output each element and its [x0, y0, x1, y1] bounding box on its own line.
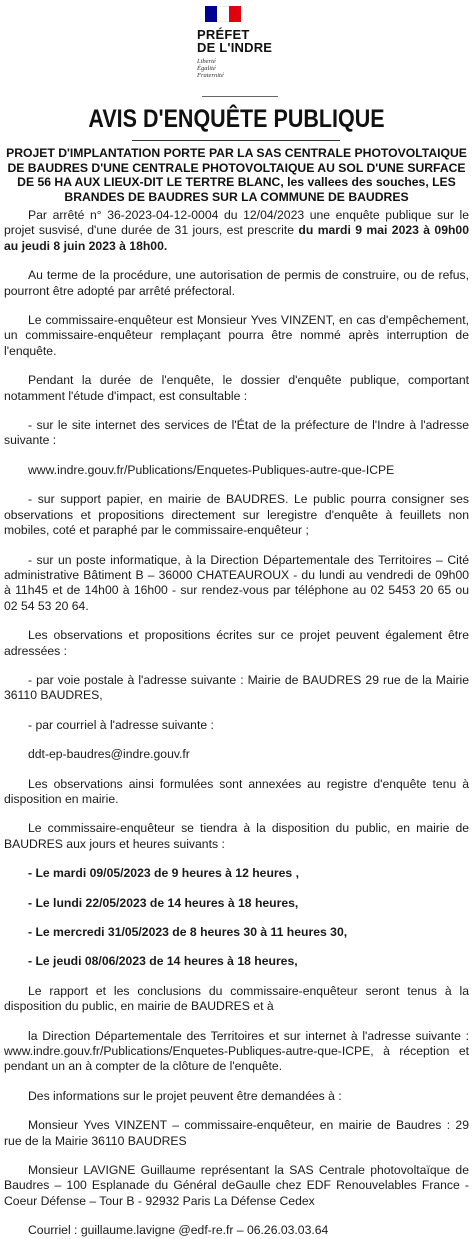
permanence-date-3: - Le mercredi 31/05/2023 de 8 heures 30 à 11 heures 30,: [28, 925, 348, 939]
brand-line-1: PRÉFET: [197, 27, 250, 42]
paragraph-site-internet: - sur le site internet des services de l'État de la préfecture de l'Indre à l'adresse suivante :: [4, 418, 469, 448]
brand-line-2: DE L'INDRE: [197, 40, 273, 55]
paragraph-procedure: Au terme de la procédure, une autorisation de permis de construire, ou de refus, pourront être adopté par arrêté préfectoral.: [4, 268, 469, 298]
paragraph-support-papier: - sur support papier, en mairie de BAUDRES. Le public pourra consigner ses observations et propositions directement sur leregistre d'enquête à feuillets non mobiles, coté et paraphé par le commissaire-enquêteur ;: [4, 492, 469, 538]
permanence-date-1: - Le mardi 09/05/2023 de 9 heures à 12 heures ,: [28, 866, 299, 881]
paragraph-informations: Des informations sur le projet peuvent être demandées à :: [28, 1088, 342, 1103]
paragraph-contact-commissaire: Monsieur Yves VINZENT – commissaire-enquêteur, en mairie de Baudres : 29 rue de la Mairie 36110 BAUDRES: [4, 1118, 469, 1148]
french-flag-icon: [205, 6, 241, 22]
paragraph-observations: Les observations et propositions écrites sur ce projet peuvent également être adressées :: [4, 628, 469, 658]
paragraph-permanences: Le commissaire-enquêteur se tiendra à la disposition du public, en mairie de BAUDRES aux jours et heures suivants :: [4, 821, 469, 851]
paragraph-ddt: la Direction Départementale des Territoires et sur internet à l'adresse suivante : www.indre.gouv.fr/Publications/Enquetes-Publiques-autre-que-ICPE, à réception et pendant un an à compter de la clôture de l'enquête.: [4, 1028, 469, 1074]
prefecture-logo: [197, 6, 283, 79]
permanence-date-2: - Le lundi 22/05/2023 de 14 heures à 18 heures,: [28, 895, 299, 910]
consultation-url-link[interactable]: www.indre.gouv.fr/Publications/Enquetes-Publiques-autre-que-ICPE: [28, 462, 395, 477]
motto-fraternite: Fraternité: [197, 72, 224, 79]
motto-egalite: Égalité: [197, 65, 216, 72]
permanence-date-4: - Le jeudi 08/06/2023 de 14 heures à 18 heures,: [28, 954, 298, 969]
arrete-text: Par arrêté n° 36-2023-04-12-0004 du 12/04/2023 une enquête publique sur le projet susvisé, d'une durée de 31 jours, est prescrite: [4, 208, 469, 238]
paragraph-courriel-contact: Courriel : guillaume.lavigne @edf-re.fr – 06.26.03.03.64: [28, 1223, 329, 1238]
paragraph-rapport: Le rapport et les conclusions du commissaire-enquêteur seront tenus à la disposition du public, en mairie de BAUDRES et à: [4, 983, 469, 1014]
paragraph-poste-informatique: - sur un poste informatique, à la Direction Départementale des Territoires – Cité administrative Bâtiment B – 36000 CHATEAUROUX - du lundi au vendredi de 09h00 à 11h45 et de 14h00 à 16h00 - sur rendez-vous par téléphone au 02 5453 20 65 ou 02 54 53 20 64.: [4, 552, 469, 613]
paragraph-dossier: Pendant la durée de l'enquête, le dossier d'enquête publique, comportant notamment l'étude d'impact, est consultable :: [4, 373, 469, 403]
paragraph-contact-lavigne: Monsieur LAVIGNE Guillaume représentant la SAS Centrale photovoltaïque de Baudres – 100 Esplanade du Général deGaulle chez EDF Renouvelables France - Coeur Défense – Tour B - 92932 Paris La Défense Cedex: [4, 1163, 469, 1208]
paragraph-courriel: - par courriel à l'adresse suivante :: [28, 717, 214, 732]
paragraph-arrete: [4, 208, 469, 254]
project-subject: PROJET D'IMPLANTATION PORTE PAR LA SAS CENTRALE PHOTOVOLTAIQUE DE BAUDRES D'UNE CENTRALE PHOTOVOLTAIQUE AU SOL D'UNE SURFACE DE 56 HA AUX LIEUX-DIT LE TERTRE BLANC, les vallees des souches, LES BRANDES DE BAUDRES SUR LA COMMUNE DE BAUDRES: [6, 146, 467, 204]
header-divider: [202, 96, 278, 97]
contact-email-link[interactable]: ddt-ep-baudres@indre.gouv.fr: [28, 747, 190, 762]
page-title: AVIS D'ENQUÊTE PUBLIQUE: [88, 105, 385, 133]
paragraph-commissaire: Le commissaire-enquêteur est Monsieur Yves VINZENT, en cas d'empêchement, un commissaire-enquêteur remplaçant pourra être nommé après interruption de l'enquête.: [4, 313, 469, 358]
enquete-dates: du mardi 9 mai 2023 à 09h00 au jeudi 8 juin 2023 à 18h00.: [4, 223, 469, 253]
paragraph-voie-postale: - par voie postale à l'adresse suivante : Mairie de BAUDRES 29 rue de la Mairie 36110 BAUDRES,: [4, 672, 469, 703]
notice-body: [4, 208, 469, 1239]
paragraph-annexees: Les observations ainsi formulées sont annexées au registre d'enquête tenu à disposition en mairie.: [4, 776, 469, 806]
motto: [197, 58, 283, 79]
motto-liberte: Liberté: [197, 58, 216, 65]
title-divider: [132, 140, 340, 141]
